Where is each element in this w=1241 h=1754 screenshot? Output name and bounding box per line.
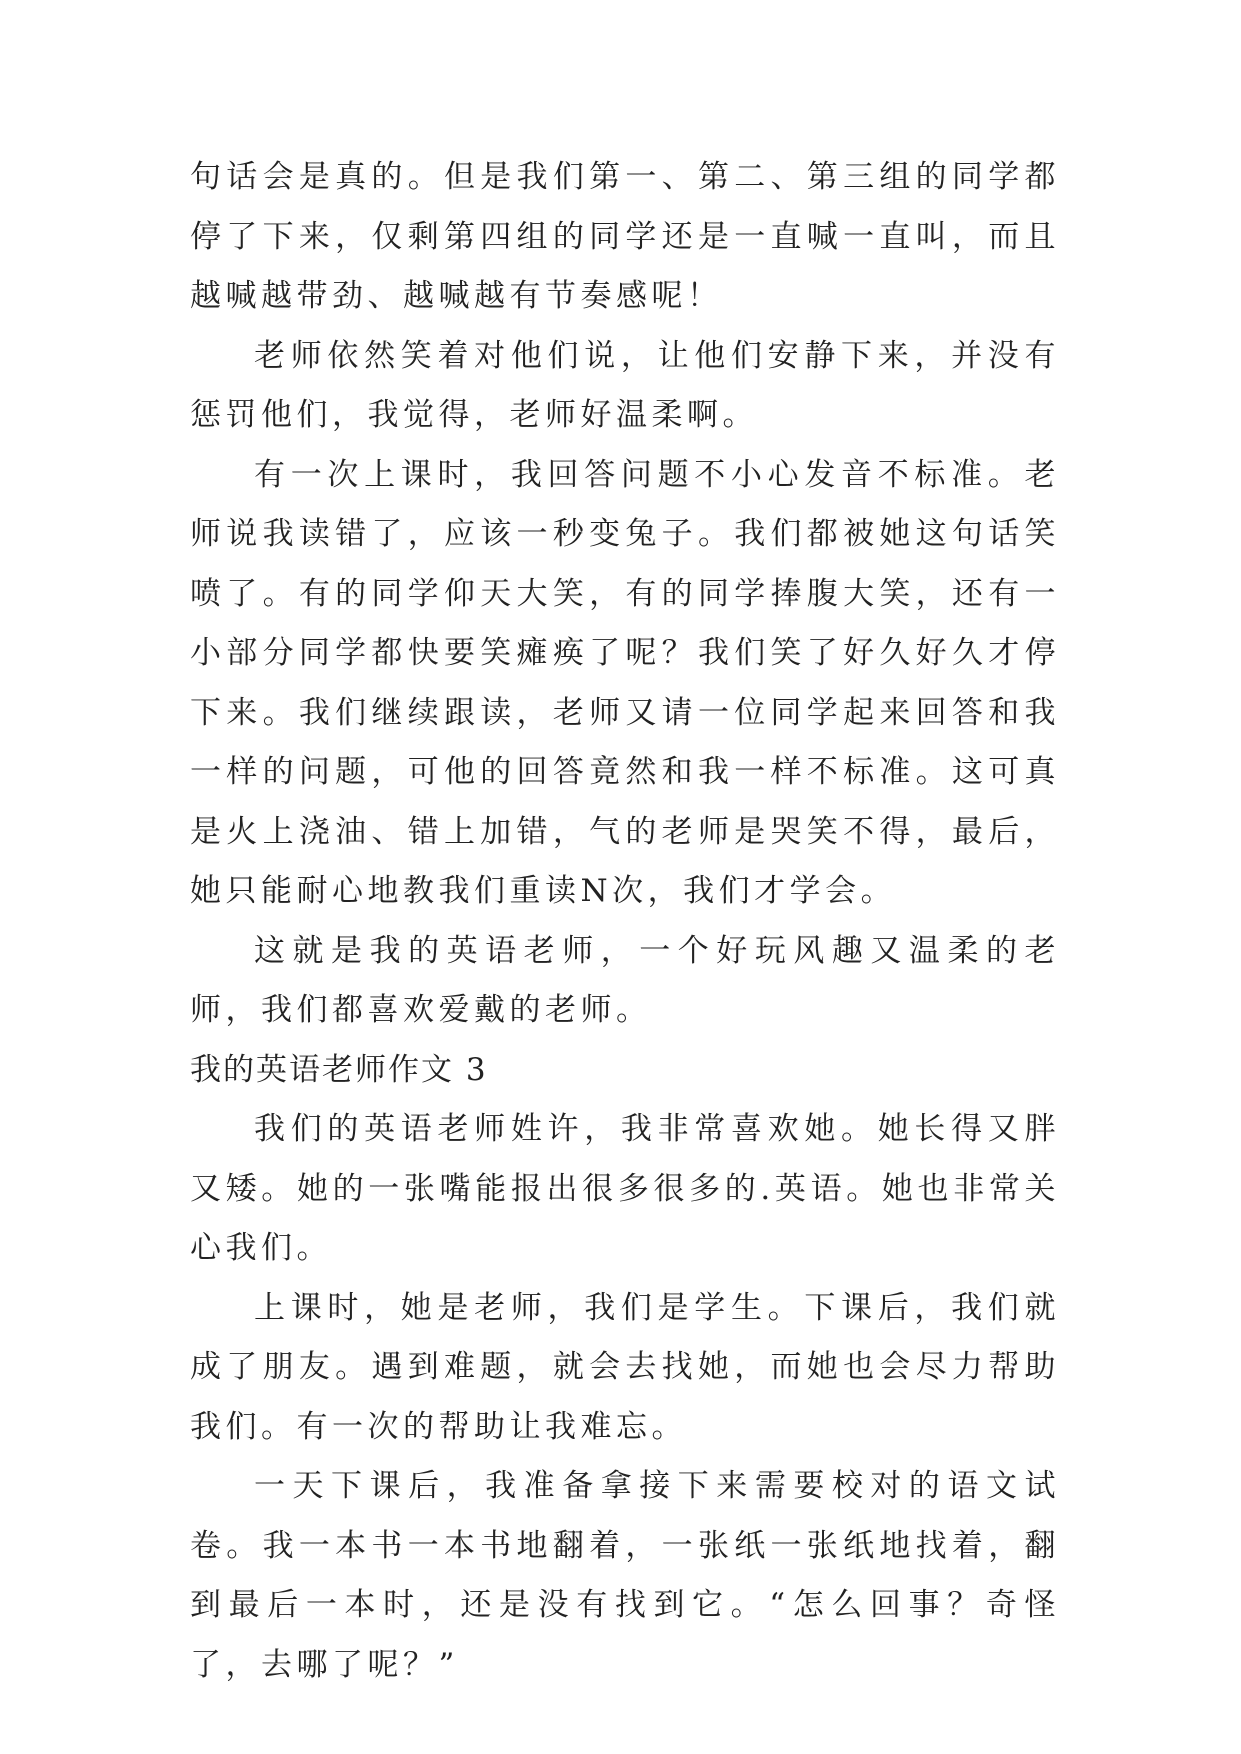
paragraph-6: 上课时，她是老师，我们是学生。下课后，我们就成了朋友。遇到难题，就会去找她，而她也会尽力帮助我们。有一次的帮助让我难忘。 — [190, 1289, 1060, 1445]
paragraph-4: 这就是我的英语老师，一个好玩风趣又温柔的老师，我们都喜欢爱戴的老师。 — [190, 932, 1060, 1028]
document-page — [190, 148, 1060, 1695]
paragraph-1: 句话会是真的。但是我们第一、第二、第三组的同学都停了下来，仅剩第四组的同学还是一直喊一直叫，而且越喊越带劲、越喊越有节奏感呢！ — [190, 159, 1060, 314]
section-heading: 我的英语老师作文 3 — [190, 1051, 488, 1088]
paragraph-7: 一天下课后，我准备拿接下来需要校对的语文试卷。我一本书一本书地翻着，一张纸一张纸地找着，翻到最后一本时，还是没有找到它。“怎么回事？奇怪了，去哪了呢？” — [190, 1468, 1060, 1683]
paragraph-5: 我们的英语老师姓许，我非常喜欢她。她长得又胖又矮。她的一张嘴能报出很多很多的.英语。她也非常关心我们。 — [190, 1111, 1060, 1266]
paragraph-3: 有一次上课时，我回答问题不小心发音不标准。老师说我读错了，应该一秒变兔子。我们都被她这句话笑喷了。有的同学仰天大笑，有的同学捧腹大笑，还有一小部分同学都快要笑瘫痪了呢？我们笑了好久好久才停下来。我们继续跟读，老师又请一位同学起来回答和我一样的问题，可他的回答竟然和我一样不标准。这可真是火上浇油、错上加错，气的老师是哭笑不得，最后，她只能耐心地教我们重读N次，我们才学会。 — [190, 456, 1060, 909]
paragraph-2: 老师依然笑着对他们说，让他们安静下来，并没有惩罚他们，我觉得，老师好温柔啊。 — [190, 337, 1060, 433]
